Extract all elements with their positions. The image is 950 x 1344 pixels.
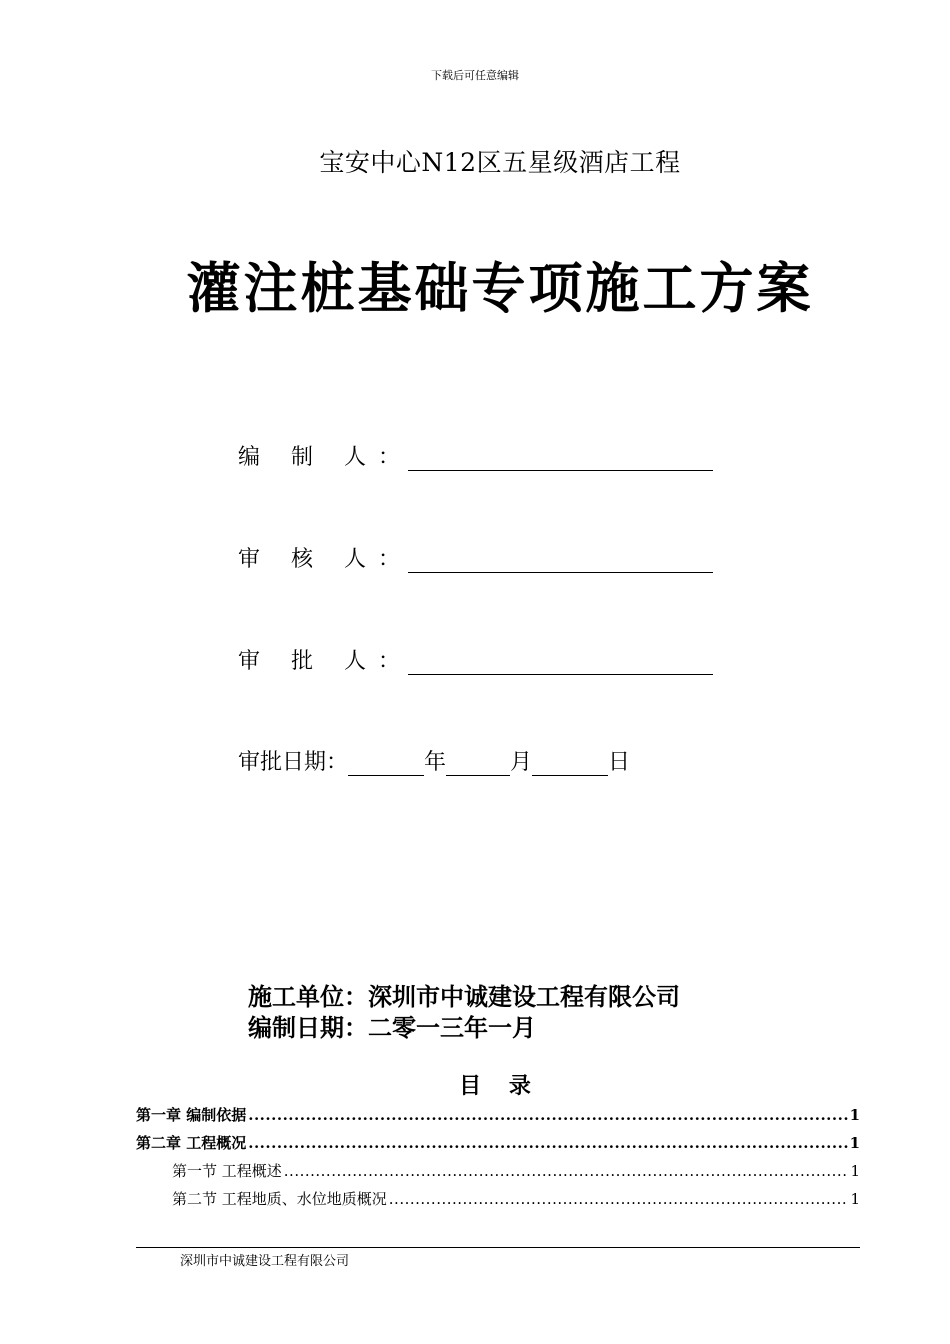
toc-leader	[248, 1134, 847, 1152]
main-title: 灌注桩基础专项施工方案	[186, 256, 814, 320]
toc-entry-label: 第二节 工程地质、水位地质概况	[172, 1190, 387, 1208]
signature-label: 审 核 人：	[238, 547, 412, 572]
approval-date-row	[238, 745, 630, 776]
toc-entry-label: 第二章 工程概况	[136, 1134, 247, 1152]
toc-title: 目 录	[459, 1073, 541, 1099]
year-blank	[348, 751, 424, 776]
footer-divider	[136, 1247, 860, 1248]
toc-entry-label: 第一章 编制依据	[136, 1106, 247, 1124]
toc-page-number: 1	[850, 1162, 860, 1180]
construction-unit: 施工单位：深圳市中诚建设工程有限公司	[248, 982, 680, 1011]
year-label: 年	[424, 750, 447, 775]
toc-page-number: 1	[849, 1106, 860, 1124]
toc-entry[interactable]	[136, 1104, 860, 1125]
header-note: 下载后可任意编辑	[431, 69, 519, 82]
signature-line	[408, 548, 713, 573]
signature-row-approver	[238, 644, 713, 675]
day-label: 日	[608, 750, 631, 775]
toc-leader	[248, 1106, 847, 1124]
month-blank	[446, 751, 510, 776]
day-blank	[532, 751, 608, 776]
signature-label: 编 制 人：	[238, 445, 412, 470]
toc-entry-label: 第一节 工程概述	[172, 1162, 282, 1180]
toc-leader	[389, 1190, 849, 1208]
signature-line	[408, 446, 713, 471]
toc-page-number: 1	[850, 1190, 860, 1208]
approval-date-label: 审批日期：	[238, 750, 349, 775]
signature-line	[408, 650, 713, 675]
footer-text: 深圳市中诚建设工程有限公司	[180, 1254, 350, 1269]
toc-entry[interactable]	[172, 1160, 860, 1181]
signature-row-compiler	[238, 440, 713, 471]
toc-entry[interactable]	[136, 1132, 860, 1153]
compile-date: 编制日期：二零一三年一月	[248, 1013, 536, 1042]
signature-label: 审 批 人：	[238, 649, 412, 674]
toc-page-number: 1	[849, 1134, 860, 1152]
project-title: 宝安中心N12区五星级酒店工程	[319, 148, 681, 177]
toc-entry[interactable]	[172, 1188, 860, 1209]
signature-row-reviewer	[238, 542, 713, 573]
toc-leader	[284, 1162, 849, 1180]
month-label: 月	[510, 750, 533, 775]
